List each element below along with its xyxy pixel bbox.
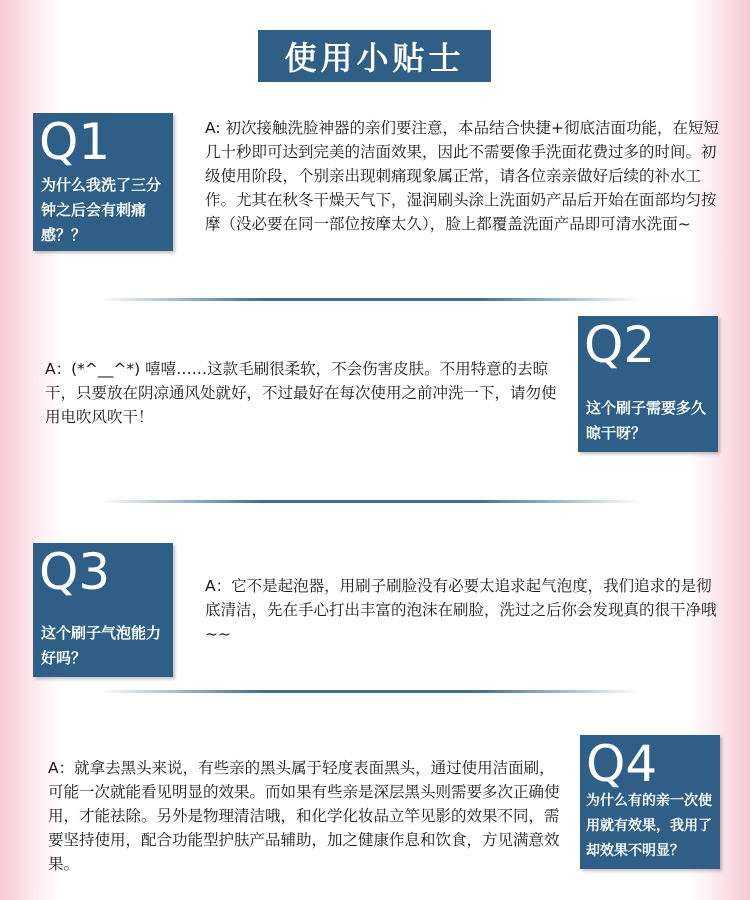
q3-answer: A：它不是起泡器，用刷子刷脸没有必要太追求起气泡度，我们追求的是彻底清洁，先在手心打出丰富的泡沫在刷脸，洗过之后你会发现真的很干净哦~~ [205,577,717,643]
q3-number: Q3 [39,543,111,601]
page-title: 使用小贴士 [258,30,491,82]
q4-number: Q4 [586,735,658,793]
q3-box [33,543,173,677]
q4-box [580,735,720,869]
q2-number: Q2 [584,316,656,374]
q1-question: 为什么我洗了三分钟之后会有刺痛感？？ [41,176,162,244]
q3-question: 这个刷子气泡能力好吗？ [41,624,162,667]
q2-question: 这个刷子需要多久晾干呀？ [586,399,707,442]
q1-box [33,113,173,251]
q4-question: 为什么有的亲一次使用就有效果，我用了却效果不明显？ [586,793,712,859]
q4-answer: A：就拿去黑头来说，有些亲的黑头属于轻度表面黑头，通过使用洁面刷，可能一次就能看见明显的效果。而如果有些亲是深层黑头则需要多次正确使用，才能祛除。另外是物理清洁哦，和化学化妆品立竿见影的效果不同，需要坚持使用，配合功能型护肤产品辅助，加之健康作息和饮食，方见满意效果。 [48,759,560,873]
q2-box [578,316,718,452]
q1-answer: A: 初次接触洗脸神器的亲们要注意，本品结合快捷+彻底洁面功能，在短短几十秒即可达到完美的洁面效果，因此不需要像手洗面花费过多的时间。初级使用阶段，个别亲出现刺痛现象属正常，请各位亲亲做好后续的补水工作。尤其在秋冬干燥天气下，湿润刷头涂上洗面奶产品后开始在面部均匀按摩（没必要在同一部位按摩太久），脸上都覆盖洗面产品即可清水洗面~ [205,119,719,233]
q1-number: Q1 [39,113,111,171]
q2-answer: A：(*^__^*) 嘻嘻‥‥‥这款毛刷很柔软，不会伤害皮肤。不用特意的去晾干，只要放在阴凉通风处就好，不过最好在每次使用之前冲洗一下，请勿使用电吹风吹干！ [45,360,557,426]
divider-1 [100,298,640,301]
divider-3 [100,690,640,693]
divider-2 [100,500,640,503]
